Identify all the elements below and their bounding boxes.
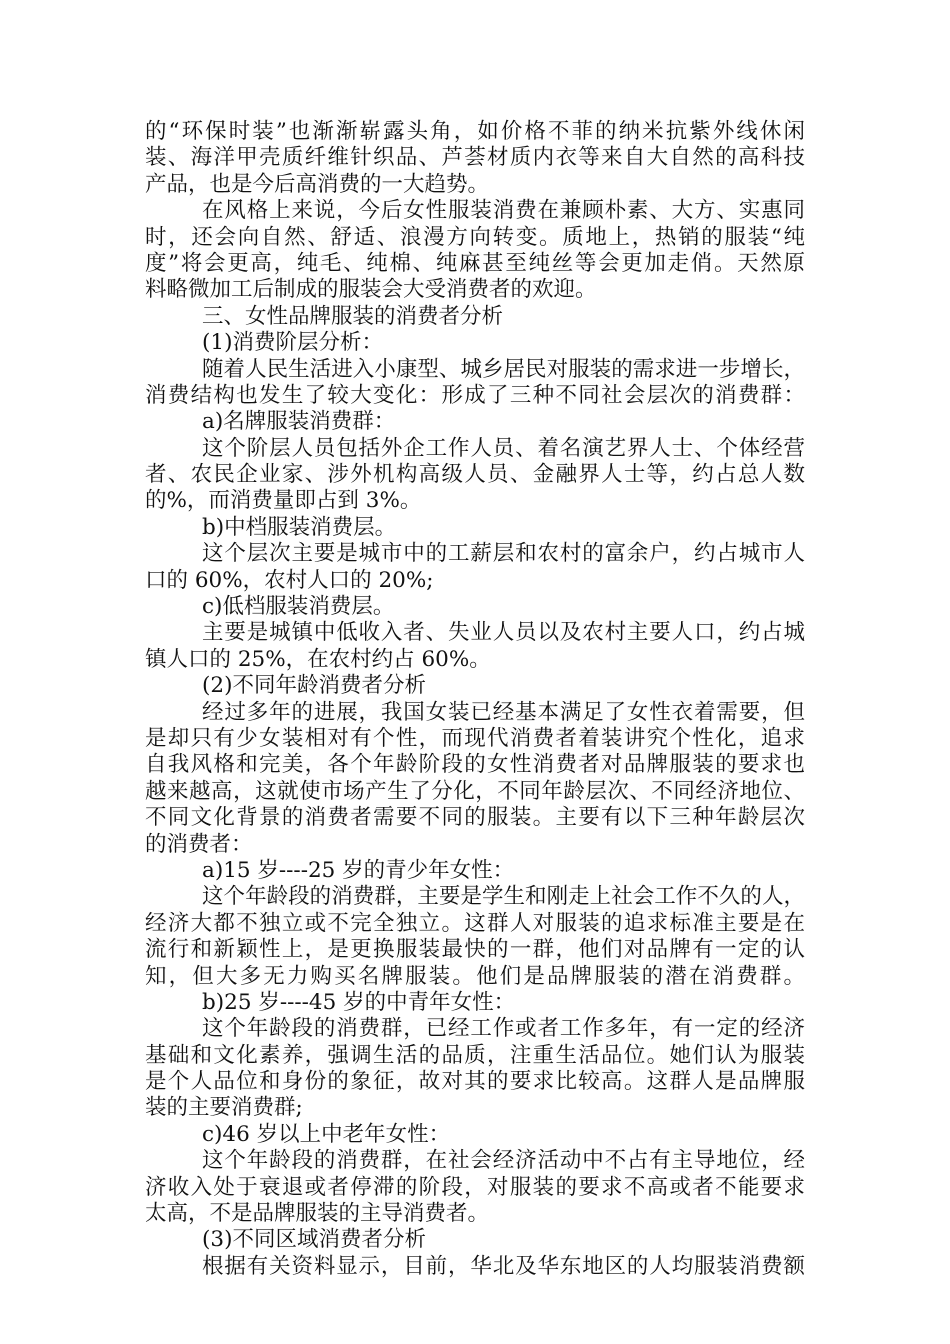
text-line: c)低档服装消费层。: [202, 594, 395, 620]
text-line: 的%，而消费量即占到 3%。: [145, 488, 422, 514]
text-line: b)中档服装消费层。: [202, 514, 397, 540]
text-line: 根据有关资料显示，目前，华北及华东地区的人均服装消费额: [202, 1253, 805, 1279]
text-line: 流行和新颖性上，是更换服装最快的一群，他们对品牌有一定的认: [145, 937, 805, 963]
text-line: 消费结构也发生了较大变化：形成了三种不同社会层次的消费群：: [145, 382, 805, 408]
text-line: (2)不同年龄消费者分析: [202, 673, 426, 699]
text-line: 经济大都不独立或不完全独立。这群人对服装的追求标准主要是在: [145, 910, 805, 936]
text-line: a)15 岁----25 岁的青少年女性：: [202, 857, 515, 883]
text-line: 口的 60%，农村人口的 20%;: [145, 567, 434, 593]
text-line: c)46 岁以上中老年女性：: [202, 1121, 451, 1147]
text-line: 的消费者：: [145, 831, 253, 857]
text-line: a)名牌服装消费群：: [202, 409, 396, 435]
text-line: 产品，也是今后高消费的一大趋势。: [145, 171, 490, 197]
text-line: 镇人口的 25%，在农村约占 60%。: [145, 646, 491, 672]
text-line: 装、海洋甲壳质纤维针织品、芦荟材质内衣等来自大自然的高科技: [145, 145, 805, 171]
text-line: 这个年龄段的消费群，主要是学生和刚走上社会工作不久的人，: [202, 884, 805, 910]
text-line: (3)不同区域消费者分析: [202, 1227, 426, 1253]
text-line: 的“环保时装”也渐渐崭露头角，如价格不菲的纳米抗紫外线休闲: [145, 119, 805, 144]
text-line: 不同文化背景的消费者需要不同的服装。主要有以下三种年龄层次: [145, 805, 805, 831]
text-line: 时，还会向自然、舒适、浪漫方向转变。质地上，热销的服装“纯: [145, 224, 805, 250]
text-line: 是却只有少女装相对有个性，而现代消费者着装讲究个性化，追求: [145, 725, 805, 751]
text-line: 料略微加工后制成的服装会大受消费者的欢迎。: [145, 277, 597, 303]
text-line: 主要是城镇中低收入者、失业人员以及农村主要人口，约占城: [202, 620, 805, 646]
text-line: 这个阶层人员包括外企工作人员、着名演艺界人士、个体经营: [202, 435, 805, 461]
text-line: 越来越高，这就使市场产生了分化，不同年龄层次、不同经济地位、: [145, 778, 805, 804]
text-line: 者、农民企业家、涉外机构高级人员、金融界人士等，约占总人数: [145, 462, 805, 488]
text-line: 自我风格和完美，各个年龄阶段的女性消费者对品牌服装的要求也: [145, 752, 805, 778]
text-line: 这个年龄段的消费群，已经工作或者工作多年，有一定的经济: [202, 1016, 805, 1042]
document-body: [145, 119, 805, 1280]
text-line: 在风格上来说，今后女性服装消费在兼顾朴素、大方、实惠同: [202, 198, 805, 224]
text-line: 太高，不是品牌服装的主导消费者。: [145, 1201, 490, 1227]
text-line: 济收入处于衰退或者停滞的阶段，对服装的要求不高或者不能要求: [145, 1174, 805, 1200]
text-line: 装的主要消费群;: [145, 1095, 303, 1121]
text-line: b)25 岁----45 岁的中青年女性：: [202, 989, 516, 1015]
text-line: (1)消费阶层分析：: [202, 330, 383, 356]
text-line: 这个年龄段的消费群，在社会经济活动中不占有主导地位，经: [202, 1148, 805, 1174]
text-line: 知，但大多无力购买名牌服装。他们是品牌服装的潜在消费群。: [145, 963, 805, 989]
text-line: 三、女性品牌服装的消费者分析: [202, 303, 504, 329]
text-line: 随着人民生活进入小康型、城乡居民对服装的需求进一步增长，: [202, 356, 805, 382]
text-line: 是个人品位和身份的象征，故对其的要求比较高。这群人是品牌服: [145, 1069, 805, 1095]
text-line: 这个层次主要是城市中的工薪层和农村的富余户，约占城市人: [202, 541, 805, 567]
text-line: 度”将会更高，纯毛、纯棉、纯麻甚至纯丝等会更加走俏。天然原: [145, 250, 805, 276]
text-line: 经过多年的进展，我国女装已经基本满足了女性衣着需要，但: [202, 699, 805, 725]
text-line: 基础和文化素养，强调生活的品质，注重生活品位。她们认为服装: [145, 1042, 805, 1068]
